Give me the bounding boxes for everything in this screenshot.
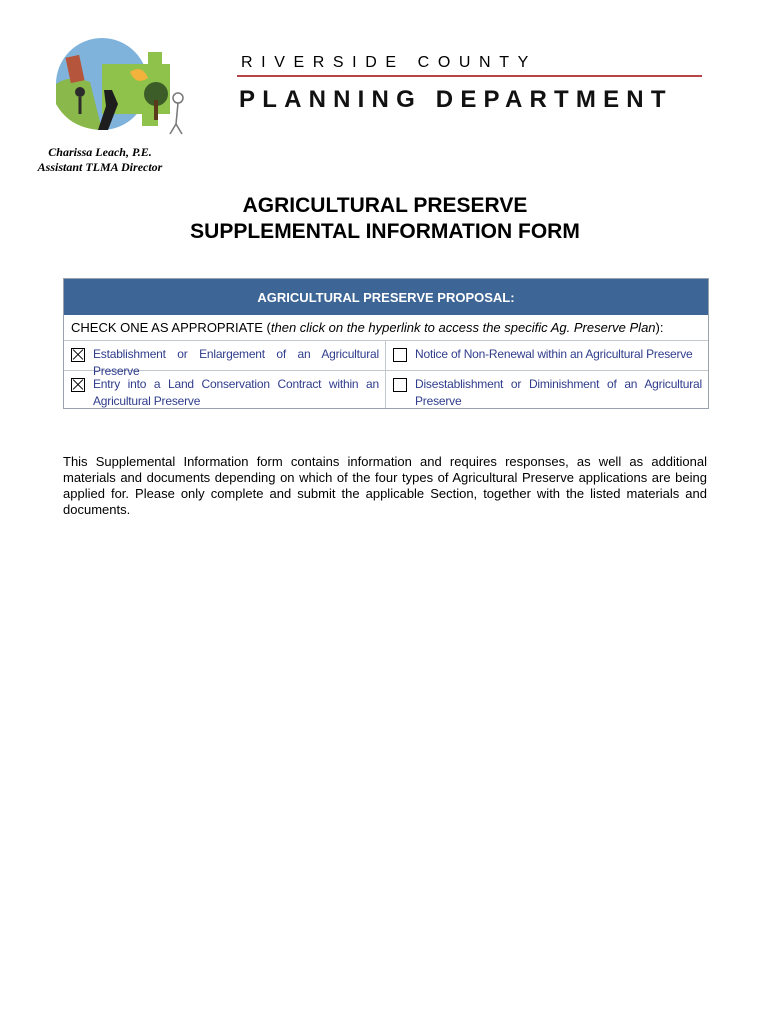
planning-department-logo <box>30 34 190 144</box>
intro-paragraph: This Supplemental Information form contains information and requires responses, as well as additional materials and documents depending on which of the four types of Agricultural Preserve applications are being applied for. Please only complete and submit the applicable Section, together with the listed materials and documents. <box>63 454 707 517</box>
instruction-italic: then click on the hyperlink to access the specific Ag. Preserve Plan <box>270 320 656 335</box>
proposal-header: AGRICULTURAL PRESERVE PROPOSAL: <box>64 279 708 315</box>
option-land-conservation[interactable] <box>64 371 386 408</box>
option-establishment[interactable] <box>64 341 386 378</box>
proposal-table <box>63 278 709 409</box>
director-name: Charissa Leach, P.E. <box>48 145 152 159</box>
option-link-disestablishment[interactable]: Disestablishment or Diminishment of an Agricultural Preserve <box>415 377 702 408</box>
proposal-instruction: CHECK ONE AS APPROPRIATE (then click on the hyperlink to access the specific Ag. Preserve Plan): <box>64 315 708 341</box>
checkbox-non-renewal[interactable] <box>393 348 407 362</box>
option-non-renewal[interactable] <box>386 341 708 371</box>
form-title-line1: AGRICULTURAL PRESERVE <box>242 194 528 217</box>
checkbox-land-conservation[interactable] <box>71 378 85 392</box>
director-credit <box>20 145 180 175</box>
director-title: Assistant TLMA Director <box>37 160 163 174</box>
checkbox-disestablishment[interactable] <box>393 378 407 392</box>
form-title-line2: SUPPLEMENTAL INFORMATION FORM <box>190 220 580 243</box>
option-link-establishment[interactable]: Establishment or Enlargement of an Agricultural Preserve <box>93 347 379 378</box>
proposal-options <box>64 341 708 408</box>
department-name: PLANNING DEPARTMENT <box>239 86 673 113</box>
option-disestablishment[interactable] <box>386 371 708 408</box>
checkbox-establishment[interactable] <box>71 348 85 362</box>
header-rule <box>237 75 702 77</box>
option-link-non-renewal[interactable]: Notice of Non-Renewal within an Agricultural Preserve <box>415 347 693 361</box>
option-link-land-conservation[interactable]: Entry into a Land Conservation Contract within an Agricultural Preserve <box>93 377 379 408</box>
county-name: RIVERSIDE COUNTY <box>241 54 537 71</box>
